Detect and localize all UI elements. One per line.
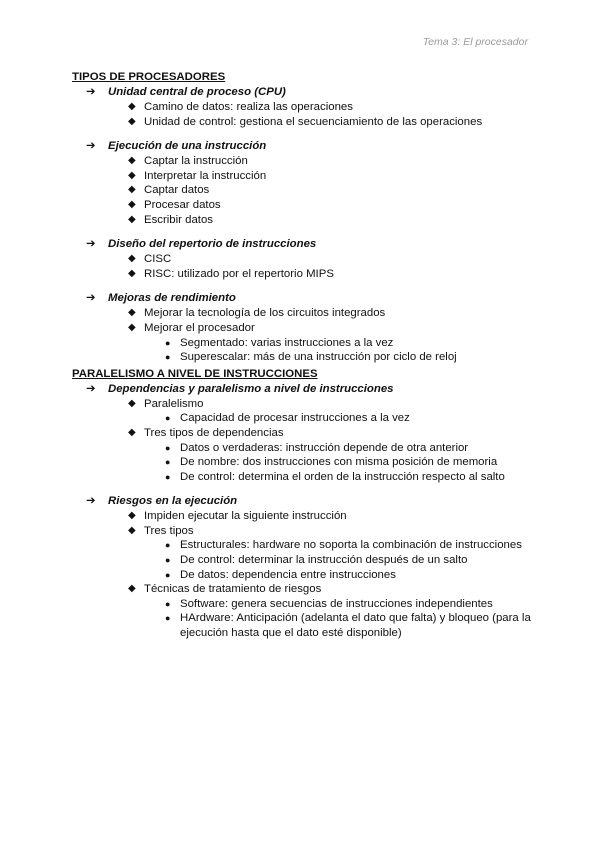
diamond-bullet-icon: ◆	[128, 101, 136, 112]
sub-item-text: Segmentado: varias instrucciones a la vez	[180, 336, 394, 349]
diamond-bullet-icon: ◆	[128, 583, 136, 595]
dot-bullet-icon: ●	[165, 337, 171, 348]
sub-list-item	[72, 411, 542, 426]
topic-title: Dependencias y paralelismo a nivel de instrucciones	[108, 382, 394, 395]
section-title: PARALELISMO A NIVEL DE INSTRUCCIONES	[72, 367, 318, 380]
list-item	[72, 321, 542, 336]
list-item	[72, 213, 542, 228]
diamond-bullet-icon: ◆	[128, 267, 136, 279]
diamond-bullet-icon: ◆	[128, 115, 136, 127]
sub-item-text: De nombre: dos instrucciones con misma posición de memoria	[180, 456, 498, 469]
topic-heading	[72, 382, 542, 397]
arrow-icon: ➔	[86, 238, 96, 251]
list-item-text: Tres tipos de dependencias	[144, 426, 284, 439]
list-item-text: Mejorar el procesador	[144, 321, 255, 334]
sub-list-item	[72, 538, 542, 553]
dot-bullet-icon: ●	[165, 598, 171, 609]
diamond-bullet-icon: ◆	[128, 169, 136, 181]
dot-bullet-icon: ●	[165, 555, 171, 566]
spacer	[72, 129, 542, 139]
dot-bullet-icon: ●	[165, 442, 171, 453]
sub-item-text: Estructurales: hardware no soporta la combinación de instrucciones	[180, 539, 522, 552]
spacer	[72, 484, 542, 494]
diamond-bullet-icon: ◆	[128, 524, 136, 536]
list-item	[72, 397, 542, 412]
sub-list-item	[72, 611, 542, 640]
sub-list-item	[72, 350, 542, 365]
list-item	[72, 306, 542, 321]
list-item-text: Escribir datos	[144, 213, 214, 226]
list-item	[72, 524, 542, 539]
list-item-text: Interpretar la instrucción	[144, 169, 267, 182]
diamond-bullet-icon: ◆	[128, 253, 136, 265]
diamond-bullet-icon: ◆	[128, 184, 136, 196]
sub-item-text: HArdware: Anticipación (adelanta el dato que falta) y bloqueo (para la ejecución hasta que el dato esté disponible)	[180, 612, 531, 640]
list-item-text: Camino de datos: realiza las operaciones	[144, 101, 353, 113]
topic-title: Riesgos en la ejecución	[108, 495, 238, 508]
sub-list-item	[72, 470, 542, 485]
list-item-text: Impiden ejecutar la siguiente instrucción	[144, 510, 347, 523]
list-item-text: Tres tipos	[144, 524, 194, 537]
topic-heading	[72, 237, 542, 252]
list-item-text: Técnicas de tratamiento de riesgos	[144, 583, 322, 596]
arrow-icon: ➔	[86, 382, 96, 395]
sub-item-text: De control: determina el orden de la instrucción respecto al salto	[180, 470, 505, 483]
sub-item-text: Superescalar: más de una instrucción por ciclo de reloj	[180, 351, 457, 364]
dot-bullet-icon: ●	[165, 613, 171, 624]
sub-list-item	[72, 553, 542, 568]
list-item	[72, 426, 542, 441]
dot-bullet-icon: ●	[165, 352, 171, 363]
topic-heading	[72, 85, 542, 100]
topic-title: Diseño del repertorio de instrucciones	[108, 238, 317, 251]
arrow-icon: ➔	[86, 495, 96, 508]
sub-item-text: Software: genera secuencias de instrucciones independientes	[180, 597, 493, 610]
arrow-icon: ➔	[86, 140, 96, 153]
arrow-icon: ➔	[86, 292, 96, 305]
list-item	[72, 169, 542, 184]
sub-item-text: De control: determinar la instrucción después de un salto	[180, 554, 468, 567]
sub-item-text: Capacidad de procesar instrucciones a la vez	[180, 412, 410, 425]
diamond-bullet-icon: ◆	[128, 155, 136, 167]
dot-bullet-icon: ●	[165, 471, 171, 482]
diamond-bullet-icon: ◆	[128, 426, 136, 438]
list-item	[72, 154, 542, 169]
list-item-text: Captar la instrucción	[144, 155, 248, 168]
arrow-icon: ➔	[86, 86, 96, 98]
list-item-text: Mejorar la tecnología de los circuitos integrados	[144, 307, 386, 320]
sub-list-item	[72, 455, 542, 470]
list-item	[72, 267, 542, 282]
list-item	[72, 198, 542, 213]
list-item	[72, 183, 542, 198]
sub-item-text: Datos o verdaderas: instrucción depende de otra anterior	[180, 441, 469, 454]
diamond-bullet-icon: ◆	[128, 397, 136, 409]
list-item	[72, 509, 542, 524]
page-header: Tema 3: El procesador	[422, 36, 528, 48]
dot-bullet-icon: ●	[165, 413, 171, 424]
diamond-bullet-icon: ◆	[128, 321, 136, 333]
list-item-text: Captar datos	[144, 184, 210, 197]
dot-bullet-icon: ●	[165, 569, 171, 580]
topic-title: Unidad central de proceso (CPU)	[108, 86, 286, 98]
document-body	[72, 70, 542, 641]
list-item	[72, 252, 542, 267]
topic-heading	[72, 139, 542, 154]
sub-list-item	[72, 441, 542, 456]
dot-bullet-icon: ●	[165, 540, 171, 551]
topic-title: Ejecución de una instrucción	[108, 140, 267, 153]
section-title: TIPOS DE PROCESADORES	[72, 71, 226, 83]
diamond-bullet-icon: ◆	[128, 510, 136, 522]
sub-list-item	[72, 336, 542, 351]
list-item	[72, 100, 542, 115]
topic-title: Mejoras de rendimiento	[108, 292, 236, 305]
list-item-text: Paralelismo	[144, 397, 204, 410]
list-item-text: Unidad de control: gestiona el secuenciamiento de las operaciones	[144, 115, 483, 128]
diamond-bullet-icon: ◆	[128, 307, 136, 319]
list-item	[72, 582, 542, 597]
spacer	[72, 281, 542, 291]
sub-list-item	[72, 568, 542, 583]
list-item-text: RISC: utilizado por el repertorio MIPS	[144, 267, 334, 280]
list-item	[72, 115, 542, 130]
topic-heading	[72, 291, 542, 306]
sub-item-text: De datos: dependencia entre instrucciones	[180, 568, 396, 581]
diamond-bullet-icon: ◆	[128, 198, 136, 210]
dot-bullet-icon: ●	[165, 457, 171, 468]
list-item-text: Procesar datos	[144, 198, 221, 211]
topic-heading	[72, 494, 542, 509]
diamond-bullet-icon: ◆	[128, 213, 136, 225]
spacer	[72, 227, 542, 237]
sub-list-item	[72, 597, 542, 612]
list-item-text: CISC	[144, 253, 172, 266]
